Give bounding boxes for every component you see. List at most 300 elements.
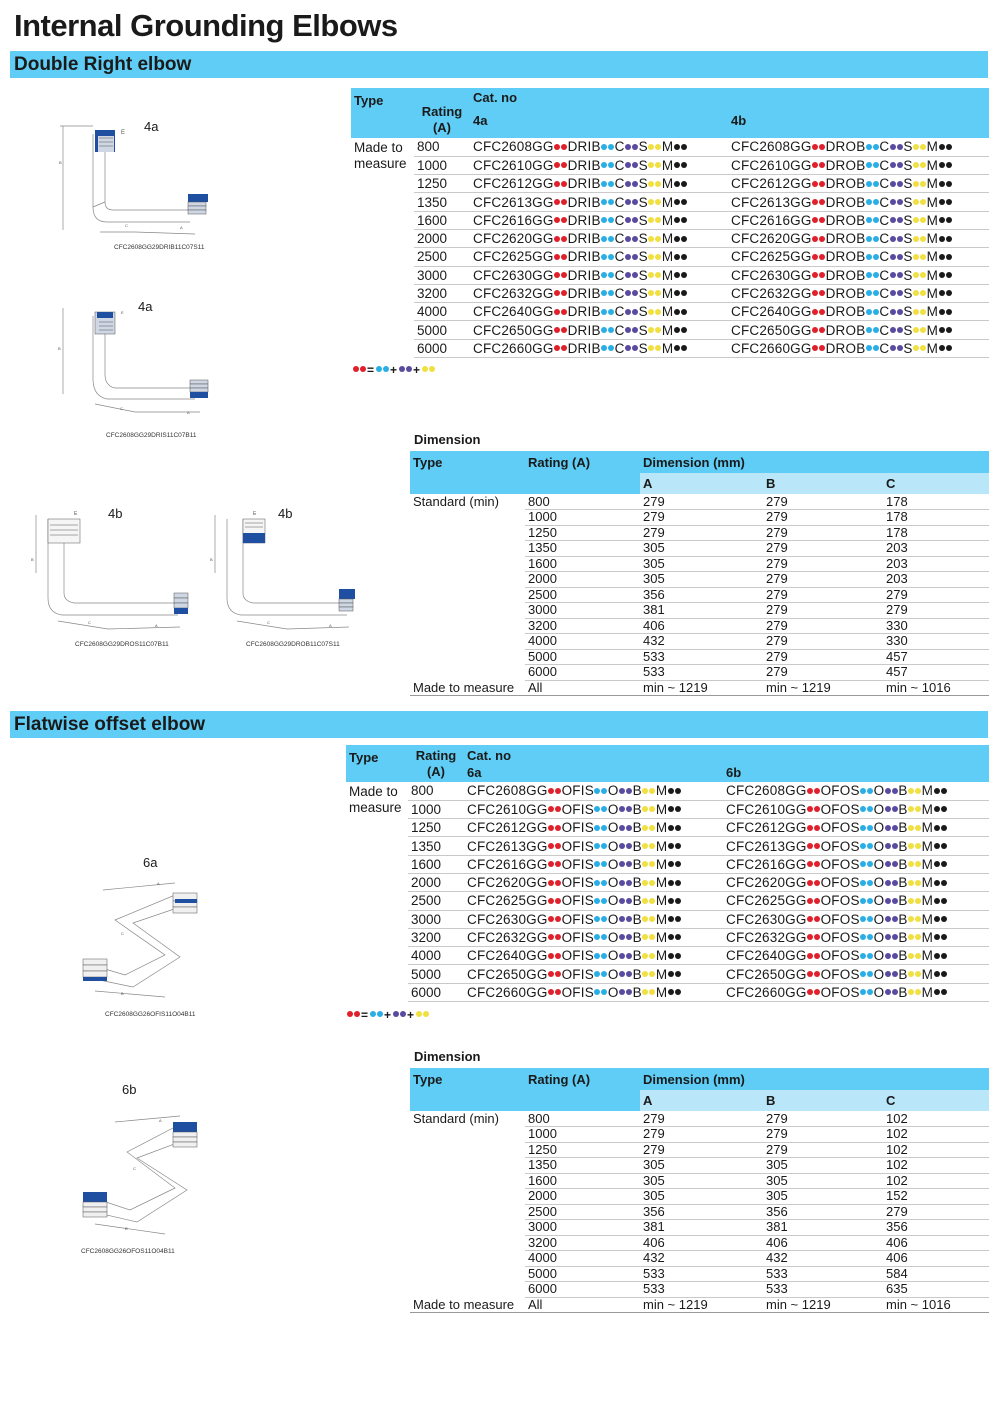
purple-dot [632,254,638,260]
black-dot [675,898,681,904]
purple-dot [619,989,625,995]
rating-cell: 1250 [408,819,464,837]
cyan-dot [866,327,872,333]
red-dot [561,327,567,333]
red-dot [554,199,560,205]
black-dot [941,971,947,977]
cyan-dot [860,880,866,886]
red-dot [814,843,820,849]
mtm-type-cell: Made to measure [410,1297,525,1313]
black-dot [939,162,945,168]
yellow-dot [649,916,655,922]
cyan-dot [601,144,607,150]
svg-text:A: A [180,225,183,230]
black-dot [668,861,674,867]
dimension-a-cell: 406 [640,618,763,634]
purple-dot [399,366,405,372]
cyan-dot [867,989,873,995]
cat-segment: OFIS [561,893,594,909]
cat-segment: B [632,820,642,836]
cat-prefix: CFC2640GG [473,304,554,320]
code-legend [352,363,435,377]
purple-dot [632,181,638,187]
cat-segment: DRIB [567,304,601,320]
cat-prefix: CFC2650GG [473,322,554,338]
cat-segment: M [921,893,934,909]
red-dot [554,162,560,168]
black-dot [674,327,680,333]
catalogue-header-catno: Cat. no [470,88,989,109]
red-dot [354,1011,360,1017]
cyan-dot [608,144,614,150]
cyan-dot [866,272,872,278]
table-row [410,494,989,510]
red-dot [807,934,813,940]
black-dot [939,290,945,296]
purple-dot [626,825,632,831]
yellow-dot [642,916,648,922]
yellow-dot [908,989,914,995]
cyan-dot [594,989,600,995]
rating-cell: 800 [408,782,464,800]
cat-segment: DRIB [567,249,601,265]
cyan-dot [594,861,600,867]
cat-no-b-cell [723,819,989,837]
black-dot [946,254,952,260]
cat-segment: DRIB [567,212,601,228]
cat-segment: OFIS [561,911,594,927]
cat-segment: M [921,838,934,854]
purple-dot [892,843,898,849]
purple-dot [897,144,903,150]
red-dot [807,880,813,886]
black-dot [681,309,687,315]
rating-cell: 2500 [408,892,464,910]
svg-text:C: C [267,620,270,625]
cat-segment: OFOS [820,801,860,817]
legend-equals: = [361,1008,369,1022]
cat-segment: O [873,984,885,1000]
double-right-catalogue-table [351,88,989,358]
black-dot [941,788,947,794]
black-dot [675,788,681,794]
yellow-dot [642,825,648,831]
black-dot [675,989,681,995]
cat-segment: DROB [825,286,866,302]
cyan-dot [594,898,600,904]
cat-no-b-cell [723,947,989,965]
red-dot [807,825,813,831]
cat-no-a-cell [470,156,728,174]
red-dot [561,290,567,296]
purple-dot [892,825,898,831]
flat-dimension-header-mm: Dimension (mm) [640,1068,989,1090]
cat-prefix: CFC2613GG [726,838,807,854]
black-dot [934,989,940,995]
dimension-r-cell: 800 [525,1111,640,1127]
yellow-dot [920,290,926,296]
cat-no-a-cell [470,193,728,211]
black-dot [941,898,947,904]
table-row [346,910,989,928]
cat-segment: M [921,984,934,1000]
cat-segment: B [898,948,908,964]
purple-dot [625,290,631,296]
purple-dot [885,989,891,995]
dimension-a-cell: 356 [640,587,763,603]
yellow-dot [920,345,926,351]
dimension-a-cell: 279 [640,510,763,526]
dimension-a-cell: 432 [640,1251,763,1267]
black-dot [946,199,952,205]
table-row [410,1111,989,1127]
svg-text:C: C [125,223,128,228]
black-dot [668,971,674,977]
yellow-dot [648,236,654,242]
cat-segment: OFOS [820,783,860,799]
dimension-a-cell: 381 [640,603,763,619]
black-dot [939,272,945,278]
black-dot [674,217,680,223]
cyan-dot [601,934,607,940]
cat-prefix: CFC2616GG [731,212,812,228]
yellow-dot [920,327,926,333]
black-dot [946,272,952,278]
svg-text:C: C [133,1166,136,1171]
cat-segment: M [926,267,939,283]
cat-segment: C [879,340,890,356]
yellow-dot [648,290,654,296]
purple-dot [885,806,891,812]
black-dot [668,953,674,959]
cat-segment: B [898,911,908,927]
cyan-dot [608,345,614,351]
dimension-r-cell: 5000 [525,649,640,665]
cat-prefix: CFC2612GG [726,820,807,836]
dimension-label-flatwise: Dimension [414,1049,481,1064]
black-dot [934,825,940,831]
table-row [351,284,989,302]
legend-plus: + [384,1008,392,1022]
table-row [351,339,989,357]
cat-segment: OFIS [561,930,594,946]
svg-text:B: B [58,346,61,351]
black-dot [668,898,674,904]
cat-segment: C [879,286,890,302]
yellow-dot [648,309,654,315]
figure-label-4a-2: 4a [138,299,153,314]
cat-segment: C [614,249,625,265]
black-dot [946,217,952,223]
cyan-dot [867,971,873,977]
cyan-dot [873,309,879,315]
purple-dot [393,1011,399,1017]
red-dot [812,236,818,242]
yellow-dot [920,162,926,168]
rating-cell: 3000 [408,910,464,928]
cyan-dot [873,181,879,187]
yellow-dot [423,1011,429,1017]
dimension-header-type: Type [410,451,525,473]
purple-dot [632,345,638,351]
cat-no-a-cell [470,266,728,284]
yellow-dot [642,934,648,940]
red-dot [814,788,820,794]
cyan-dot [601,788,607,794]
black-dot [941,953,947,959]
cat-no-b-cell [723,837,989,855]
cyan-dot [594,971,600,977]
cat-segment: S [903,176,913,192]
yellow-dot [655,199,661,205]
cat-no-a-cell [470,303,728,321]
red-dot [555,934,561,940]
red-dot [812,199,818,205]
cat-segment: B [632,893,642,909]
cat-segment: M [926,194,939,210]
dimension-b-cell: 279 [763,556,883,572]
cat-no-b-cell [728,193,989,211]
yellow-dot [908,880,914,886]
cyan-dot [376,366,382,372]
rating-cell: 1000 [408,800,464,818]
svg-text:E: E [121,130,126,136]
yellow-dot [908,953,914,959]
cat-segment: S [903,304,913,320]
red-dot [360,366,366,372]
black-dot [934,880,940,886]
cat-no-b-cell [728,175,989,193]
yellow-dot [915,989,921,995]
cyan-dot [594,880,600,886]
purple-dot [892,898,898,904]
cyan-dot [601,162,607,168]
purple-dot [890,309,896,315]
cat-segment: OFIS [561,820,594,836]
black-dot [674,162,680,168]
mtm-c-cell: min ~ 1016 [883,680,989,696]
flat-catalogue-header-col-6a: 6a [464,765,723,782]
red-dot [561,345,567,351]
legend-plus: + [413,363,421,377]
purple-dot [897,199,903,205]
svg-text:A: A [155,623,158,628]
cyan-dot [860,788,866,794]
purple-dot [619,934,625,940]
cat-segment: S [638,286,648,302]
cyan-dot [873,254,879,260]
dimension-c-cell: 406 [883,1235,989,1251]
cat-no-b-cell [728,284,989,302]
cat-segment: OFIS [561,856,594,872]
yellow-dot [920,309,926,315]
cat-segment: O [607,875,619,891]
yellow-dot [648,162,654,168]
purple-dot [619,880,625,886]
cat-segment: B [898,930,908,946]
black-dot [946,290,952,296]
cat-no-a-cell [464,800,723,818]
red-dot [561,199,567,205]
svg-text:E: E [253,511,257,517]
black-dot [675,843,681,849]
dimension-a-cell: 533 [640,1266,763,1282]
cyan-dot [601,254,607,260]
dimension-r-cell: 3200 [525,1235,640,1251]
red-dot [554,144,560,150]
purple-dot [625,144,631,150]
table-row [351,211,989,229]
cyan-dot [860,843,866,849]
red-dot [554,217,560,223]
yellow-dot [920,181,926,187]
red-dot [814,916,820,922]
yellow-dot [642,880,648,886]
section-title-double: Double Right elbow [14,54,192,75]
yellow-dot [913,254,919,260]
yellow-dot [642,898,648,904]
purple-dot [632,309,638,315]
red-dot [548,825,554,831]
figure-label-6a: 6a [143,855,158,870]
rating-cell: 2500 [414,248,470,266]
cat-segment: M [926,304,939,320]
flatwise-offset-catalogue-table [346,745,989,1002]
purple-dot [890,254,896,260]
black-dot [668,880,674,886]
cat-segment: C [614,322,625,338]
yellow-dot [648,199,654,205]
black-dot [941,825,947,831]
red-dot [812,254,818,260]
cat-segment: S [903,322,913,338]
table-row [346,837,989,855]
cat-segment: S [638,249,648,265]
cat-segment: OFIS [561,984,594,1000]
yellow-dot [908,934,914,940]
cat-segment: M [661,212,674,228]
black-dot [939,199,945,205]
dimension-b-cell: 381 [763,1220,883,1236]
flat-dimension-header-rating: Rating (A) [525,1068,640,1090]
black-dot [934,861,940,867]
red-dot [555,825,561,831]
yellow-dot [648,254,654,260]
cat-segment: C [879,194,890,210]
table-row [351,303,989,321]
cat-prefix: CFC2612GG [473,176,554,192]
cat-segment: C [879,304,890,320]
purple-dot [406,366,412,372]
table-row [346,873,989,891]
cyan-dot [860,861,866,867]
red-dot [548,843,554,849]
type-cell: Standard (min) [413,494,499,509]
red-dot [554,236,560,242]
cat-no-a-cell [470,175,728,193]
cat-no-b-cell [728,211,989,229]
cat-prefix: CFC2625GG [726,893,807,909]
red-dot [812,144,818,150]
rating-cell: 3200 [408,928,464,946]
dimension-a-cell: 432 [640,634,763,650]
yellow-dot [913,345,919,351]
purple-dot [897,327,903,333]
cyan-dot [601,236,607,242]
cyan-dot [860,898,866,904]
purple-dot [892,806,898,812]
cat-no-a-cell [470,248,728,266]
cyan-dot [867,898,873,904]
purple-dot [625,254,631,260]
red-dot [554,272,560,278]
cat-segment: M [921,801,934,817]
red-dot [561,272,567,278]
cat-no-a-cell [464,928,723,946]
table-row [351,248,989,266]
dimension-a-cell: 305 [640,556,763,572]
cyan-dot [866,236,872,242]
figure-label-4a-1: 4a [144,119,159,134]
cat-no-a-cell [464,892,723,910]
red-dot [819,327,825,333]
red-dot [555,971,561,977]
cyan-dot [594,916,600,922]
cat-no-a-cell [464,965,723,983]
red-dot [807,971,813,977]
cat-segment: DRIB [567,176,601,192]
purple-dot [619,971,625,977]
yellow-dot [642,843,648,849]
dimension-b-cell: 279 [763,665,883,681]
cat-no-a-cell [464,873,723,891]
black-dot [674,181,680,187]
purple-dot [619,825,625,831]
cyan-dot [594,825,600,831]
cat-segment: M [655,783,668,799]
cat-prefix: CFC2632GG [726,930,807,946]
cyan-dot [608,327,614,333]
cat-segment: B [898,801,908,817]
black-dot [946,144,952,150]
cat-segment: S [903,286,913,302]
cyan-dot [608,181,614,187]
cat-no-a-cell [464,947,723,965]
dimension-b-cell: 279 [763,1127,883,1143]
cat-prefix: CFC2613GG [467,838,548,854]
yellow-dot [655,345,661,351]
cat-segment: M [921,930,934,946]
cat-segment: C [614,286,625,302]
cyan-dot [860,916,866,922]
svg-text:B: B [31,557,34,562]
flat-catalogue-header-rating: Rating (A) [408,745,464,782]
table-row [351,175,989,193]
cat-segment: O [873,930,885,946]
yellow-dot [920,199,926,205]
cyan-dot [867,953,873,959]
red-dot [819,199,825,205]
red-dot [814,806,820,812]
dimension-r-cell: 2000 [525,572,640,588]
purple-dot [625,345,631,351]
black-dot [675,861,681,867]
red-dot [819,254,825,260]
cat-no-b-cell [723,983,989,1001]
cat-no-a-cell [470,229,728,247]
dimension-c-cell: 356 [883,1220,989,1236]
cat-segment: OFIS [561,875,594,891]
